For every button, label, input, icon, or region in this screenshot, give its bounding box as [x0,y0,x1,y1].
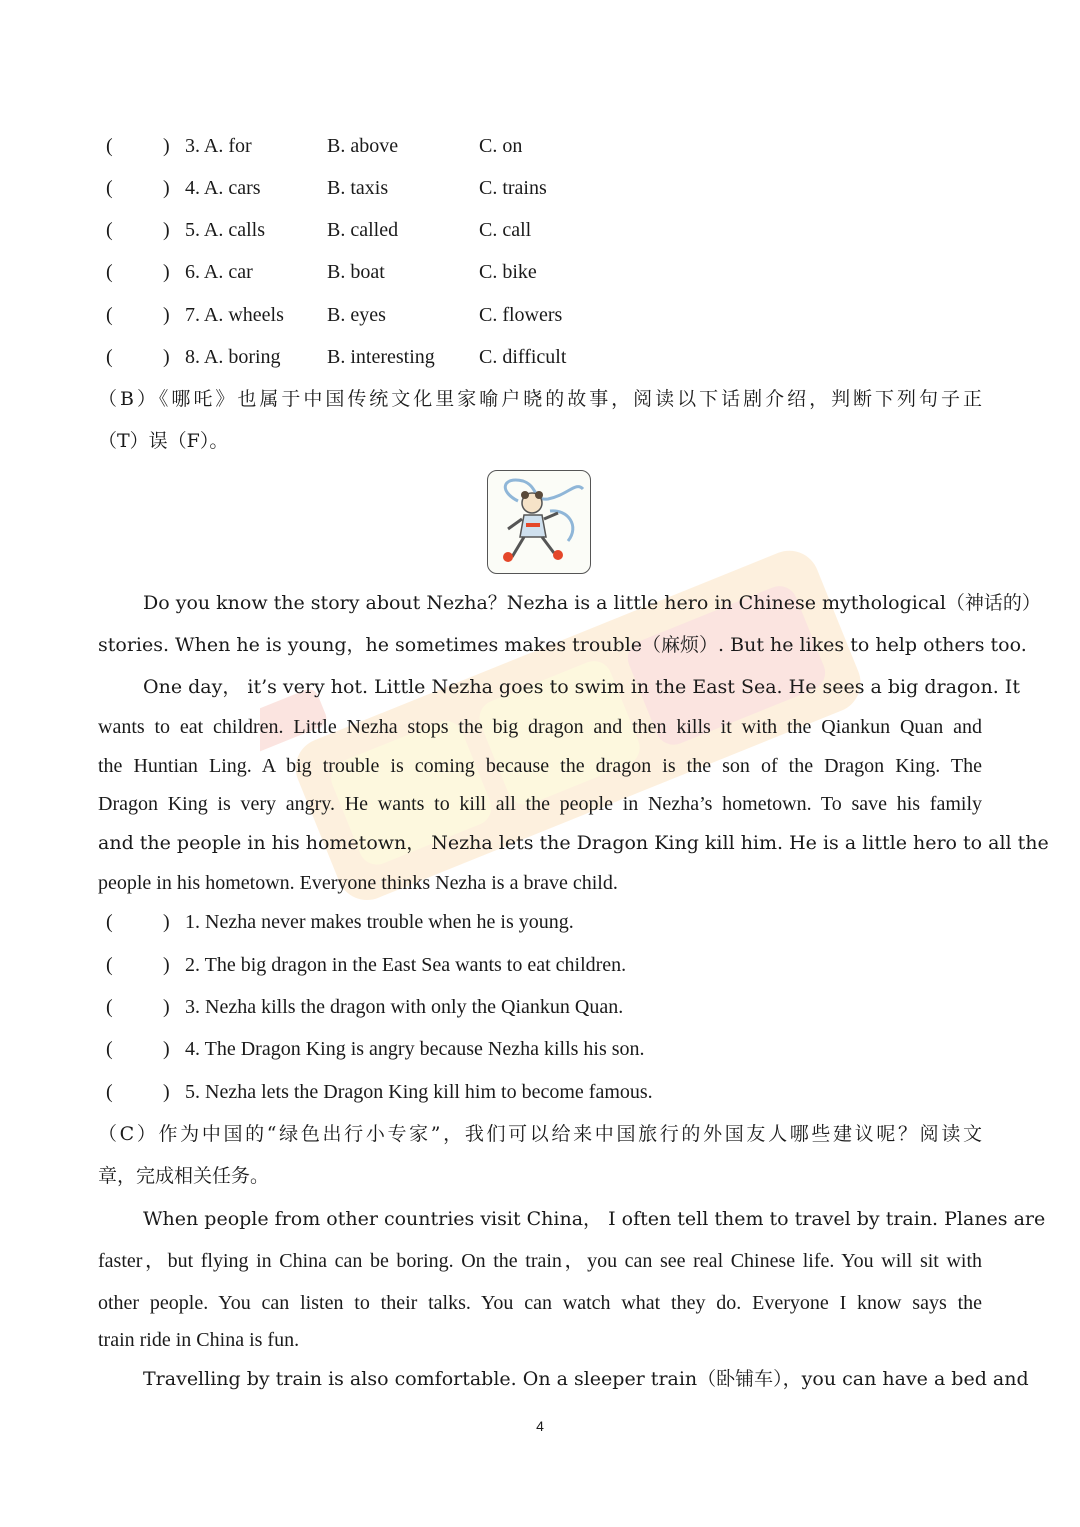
passage-b-line: the Huntian Ling. A big trouble is coming because the dragon is the son of the Dragon King. The [98,755,982,777]
option-b: B. above [327,135,399,157]
tf-question-text: 4. The Dragon King is angry because Nezha kills his son. [185,1038,645,1060]
option-c: C. call [479,219,532,241]
option-a: 7. A. wheels [185,304,284,326]
answer-paren-open: ( [106,177,113,199]
passage-b-line: One day， it’s very hot. Little Nezha goes to swim in the East Sea. He sees a big dragon. It [143,676,1020,698]
tf-question-text: 1. Nezha never makes trouble when he is young. [185,911,574,933]
answer-paren-open: ( [106,304,113,326]
option-c: C. flowers [479,304,563,326]
tf-question-text: 2. The big dragon in the East Sea wants to eat children. [185,954,627,976]
passage-c-line: train ride in China is fun. [98,1329,300,1351]
answer-paren-open: ( [106,954,113,976]
option-a: 5. A. calls [185,219,265,241]
answer-paren-open: ( [106,1081,113,1103]
answer-paren-close: ) [163,261,170,283]
passage-c-line: other people. You can listen to their talks. You can watch what they do. Everyone I know says the [98,1292,982,1314]
answer-paren-open: ( [106,911,113,933]
passage-b-line: Dragon King is very angry. He wants to kill all the people in Nezha’s hometown. To save his family [98,793,982,815]
nezha-figure-icon [488,471,588,571]
answer-paren-close: ) [163,1038,170,1060]
tf-question-text: 3. Nezha kills the dragon with only the Qiankun Quan. [185,996,624,1018]
option-c: C. difficult [479,346,567,368]
answer-paren-open: ( [106,219,113,241]
section-c-instruction-line: （C）作为中国的“绿色出行小专家”，我们可以给来中国旅行的外国友人哪些建议呢？阅读文 [98,1123,982,1145]
option-a: 4. A. cars [185,177,261,199]
tf-question-text: 5. Nezha lets the Dragon King kill him to become famous. [185,1081,653,1103]
answer-paren-close: ) [163,135,170,157]
option-b: B. interesting [327,346,435,368]
option-c: C. trains [479,177,547,199]
section-b-instruction-line: （T）误（F）。 [98,430,229,452]
passage-c-line: When people from other countries visit China， I often tell them to travel by train. Planes are [143,1208,1046,1230]
answer-paren-close: ) [163,346,170,368]
answer-paren-close: ) [163,177,170,199]
option-a: 3. A. for [185,135,252,157]
passage-b-line: Do you know the story about Nezha？Nezha is a little hero in Chinese mythological（神话的） [143,592,1041,614]
option-c: C. on [479,135,523,157]
nezha-illustration [487,470,591,574]
answer-paren-open: ( [106,346,113,368]
passage-b-line: wants to eat children. Little Nezha stops the big dragon and then kills it with the Qiankun Quan and [98,716,982,738]
passage-b-line: stories. When he is young，he sometimes makes trouble（麻烦）. But he likes to help others too. [98,634,1027,656]
option-b: B. eyes [327,304,386,326]
passage-c-line: Travelling by train is also comfortable. On a sleeper train（卧铺车），you can have a bed and [143,1368,1029,1390]
answer-paren-open: ( [106,261,113,283]
section-b-instruction-line: （B）《哪吒》也属于中国传统文化里家喻户晓的故事，阅读以下话剧介绍，判断下列句子正 [98,388,982,410]
answer-paren-close: ) [163,996,170,1018]
answer-paren-open: ( [106,1038,113,1060]
answer-paren-close: ) [163,911,170,933]
page-number: 4 [536,1418,544,1434]
option-c: C. bike [479,261,537,283]
option-a: 6. A. car [185,261,253,283]
answer-paren-close: ) [163,304,170,326]
passage-c-line: faster，but flying in China can be boring. On the train，you can see real Chinese life. You will sit with [98,1250,982,1272]
answer-paren-close: ) [163,1081,170,1103]
answer-paren-close: ) [163,954,170,976]
section-c-instruction-line: 章，完成相关任务。 [98,1165,270,1187]
passage-b-line: and the people in his hometown， Nezha lets the Dragon King kill him. He is a little hero to all the [98,832,1049,854]
option-b: B. boat [327,261,385,283]
answer-paren-close: ) [163,219,170,241]
answer-paren-open: ( [106,135,113,157]
option-b: B. taxis [327,177,389,199]
option-b: B. called [327,219,399,241]
option-a: 8. A. boring [185,346,281,368]
answer-paren-open: ( [106,996,113,1018]
passage-b-line: people in his hometown. Everyone thinks Nezha is a brave child. [98,872,618,894]
